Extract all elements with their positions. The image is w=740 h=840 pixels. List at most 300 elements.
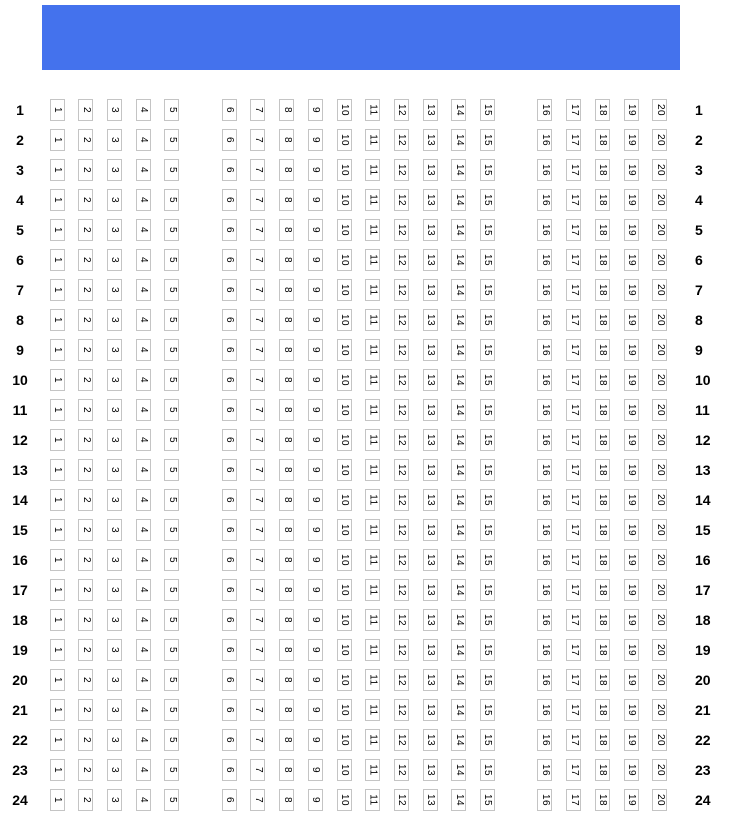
cell-number: 20 <box>654 673 666 687</box>
number-cell <box>107 339 122 361</box>
number-cell <box>423 699 438 721</box>
number-cell <box>365 609 380 631</box>
cell-number: 2 <box>80 556 92 564</box>
number-cell <box>250 99 265 121</box>
number-cell <box>222 729 237 751</box>
cell-number: 14 <box>453 733 465 747</box>
number-cell <box>164 789 179 811</box>
number-cell <box>451 249 466 271</box>
cell-number: 18 <box>597 673 609 687</box>
number-cell <box>537 699 552 721</box>
number-cell <box>50 159 65 181</box>
cell-number: 9 <box>310 196 322 204</box>
number-cell <box>537 549 552 571</box>
cell-number: 15 <box>482 493 494 507</box>
sheet-row <box>0 699 740 721</box>
cell-number: 8 <box>281 316 293 324</box>
cell-number: 17 <box>568 613 580 627</box>
cell-number: 10 <box>339 583 350 597</box>
number-cell <box>624 639 639 661</box>
cell-number: 15 <box>482 193 494 207</box>
number-cell <box>652 489 667 511</box>
cell-number: 6 <box>224 676 236 684</box>
cell-number: 2 <box>80 586 92 594</box>
number-cell <box>480 219 495 241</box>
sheet-row <box>0 369 740 391</box>
cell-number: 5 <box>166 496 178 504</box>
cell-number: 5 <box>166 706 178 714</box>
cell-number: 1 <box>52 256 63 264</box>
cell-number: 17 <box>568 463 580 477</box>
number-cell <box>365 579 380 601</box>
number-cell <box>451 279 466 301</box>
number-cell <box>566 159 581 181</box>
number-cell <box>566 459 581 481</box>
number-cell <box>652 759 667 781</box>
cell-number: 14 <box>453 133 465 147</box>
cell-number: 9 <box>310 766 322 774</box>
cell-number: 8 <box>281 766 293 774</box>
cell-number: 16 <box>539 463 551 477</box>
cell-number: 2 <box>80 376 92 384</box>
number-cell <box>451 579 466 601</box>
cell-number: 10 <box>339 163 350 177</box>
number-cell <box>107 309 122 331</box>
cell-number: 1 <box>52 226 63 234</box>
row-number-right: 1 <box>695 102 703 118</box>
cell-number: 16 <box>539 343 551 357</box>
number-cell <box>308 369 323 391</box>
number-cell <box>78 249 93 271</box>
cell-number: 11 <box>367 584 379 596</box>
cell-number: 8 <box>281 586 293 594</box>
number-cell <box>250 129 265 151</box>
number-cell <box>566 609 581 631</box>
row-number-right: 17 <box>695 582 711 598</box>
number-cell <box>595 699 610 721</box>
number-cell <box>107 549 122 571</box>
number-cell <box>394 579 409 601</box>
cell-number: 2 <box>80 136 92 144</box>
number-cell <box>566 369 581 391</box>
number-cell <box>337 519 352 541</box>
cell-number: 10 <box>339 703 350 717</box>
cell-number: 16 <box>539 283 551 297</box>
cell-number: 11 <box>367 224 379 236</box>
cell-number: 4 <box>138 436 150 444</box>
cell-number: 18 <box>597 493 609 507</box>
number-cell <box>308 699 323 721</box>
number-cell <box>624 369 639 391</box>
row-number-right: 3 <box>695 162 703 178</box>
cell-number: 16 <box>539 103 551 117</box>
number-cell <box>624 669 639 691</box>
cell-number: 6 <box>224 736 236 744</box>
number-cell <box>365 369 380 391</box>
cell-number: 10 <box>339 313 350 327</box>
cell-number: 17 <box>568 793 580 807</box>
number-cell <box>423 669 438 691</box>
cell-number: 15 <box>482 103 494 117</box>
cell-number: 11 <box>367 704 379 716</box>
cell-number: 5 <box>166 196 178 204</box>
cell-number: 9 <box>310 406 322 414</box>
cell-number: 19 <box>626 493 637 507</box>
number-cell <box>222 429 237 451</box>
number-cell <box>595 489 610 511</box>
number-cell <box>566 549 581 571</box>
number-cell <box>566 129 581 151</box>
number-cell <box>480 429 495 451</box>
number-cell <box>451 549 466 571</box>
cell-number: 9 <box>310 496 322 504</box>
number-cell <box>337 549 352 571</box>
number-cell <box>537 429 552 451</box>
sheet-row <box>0 579 740 601</box>
number-cell <box>164 519 179 541</box>
cell-number: 11 <box>367 104 379 116</box>
number-cell <box>394 699 409 721</box>
cell-number: 3 <box>109 646 121 654</box>
number-cell <box>250 699 265 721</box>
row-number-left: 4 <box>16 192 24 208</box>
number-cell <box>164 399 179 421</box>
cell-number: 3 <box>109 496 121 504</box>
row-number-right: 4 <box>695 192 703 208</box>
cell-number: 11 <box>367 194 379 206</box>
number-cell <box>337 339 352 361</box>
cell-number: 8 <box>281 556 293 564</box>
cell-number: 3 <box>109 136 121 144</box>
number-cell <box>50 429 65 451</box>
cell-number: 15 <box>482 733 494 747</box>
number-cell <box>136 759 151 781</box>
cell-number: 11 <box>367 134 379 146</box>
number-cell <box>480 369 495 391</box>
number-cell <box>624 699 639 721</box>
cell-number: 12 <box>396 343 408 357</box>
cell-number: 9 <box>310 166 322 174</box>
cell-number: 19 <box>626 103 637 117</box>
number-cell <box>222 129 237 151</box>
cell-number: 16 <box>539 793 551 807</box>
cell-number: 4 <box>138 796 150 804</box>
cell-number: 17 <box>568 283 580 297</box>
number-cell <box>595 729 610 751</box>
number-cell <box>250 189 265 211</box>
cell-number: 4 <box>138 616 150 624</box>
cell-number: 2 <box>80 736 92 744</box>
number-cell <box>107 459 122 481</box>
number-cell <box>624 189 639 211</box>
number-cell <box>78 579 93 601</box>
number-cell <box>652 429 667 451</box>
cell-number: 20 <box>654 313 666 327</box>
number-cell <box>537 129 552 151</box>
cell-number: 3 <box>109 736 121 744</box>
cell-number: 7 <box>252 376 264 384</box>
cell-number: 10 <box>339 193 350 207</box>
number-cell <box>480 609 495 631</box>
cell-number: 11 <box>367 464 379 476</box>
number-cell <box>107 699 122 721</box>
number-cell <box>652 99 667 121</box>
number-cell <box>537 99 552 121</box>
row-number-left: 9 <box>16 342 24 358</box>
cell-number: 1 <box>52 766 63 774</box>
number-cell <box>566 279 581 301</box>
cell-number: 19 <box>626 703 637 717</box>
number-cell <box>537 609 552 631</box>
number-cell <box>164 729 179 751</box>
number-cell <box>50 729 65 751</box>
cell-number: 1 <box>52 376 63 384</box>
cell-number: 2 <box>80 346 92 354</box>
number-cell <box>451 699 466 721</box>
cell-number: 18 <box>597 643 609 657</box>
cell-number: 1 <box>52 166 63 174</box>
number-cell <box>566 219 581 241</box>
cell-number: 15 <box>482 703 494 717</box>
number-cell <box>136 549 151 571</box>
cell-number: 19 <box>626 133 637 147</box>
number-cell <box>566 669 581 691</box>
number-cell <box>279 519 294 541</box>
cell-number: 8 <box>281 136 293 144</box>
number-cell <box>595 369 610 391</box>
cell-number: 1 <box>52 526 63 534</box>
number-cell <box>50 399 65 421</box>
number-cell <box>566 339 581 361</box>
number-cell <box>365 759 380 781</box>
number-cell <box>595 519 610 541</box>
cell-number: 7 <box>252 196 264 204</box>
cell-number: 6 <box>224 496 236 504</box>
number-cell <box>451 189 466 211</box>
cell-number: 1 <box>52 556 63 564</box>
cell-number: 4 <box>138 706 150 714</box>
cell-number: 12 <box>396 163 408 177</box>
number-cell <box>136 159 151 181</box>
cell-number: 20 <box>654 643 666 657</box>
cell-number: 20 <box>654 403 666 417</box>
cell-number: 5 <box>166 466 178 474</box>
number-cell <box>107 159 122 181</box>
cell-number: 1 <box>52 136 63 144</box>
number-cell <box>595 219 610 241</box>
number-cell <box>222 549 237 571</box>
cell-number: 10 <box>339 223 350 237</box>
cell-number: 18 <box>597 163 609 177</box>
cell-number: 11 <box>367 524 379 536</box>
cell-number: 1 <box>52 676 63 684</box>
cell-number: 1 <box>52 286 63 294</box>
cell-number: 13 <box>425 133 437 147</box>
cell-number: 20 <box>654 103 666 117</box>
number-cell <box>222 249 237 271</box>
number-cell <box>652 639 667 661</box>
cell-number: 6 <box>224 436 236 444</box>
cell-number: 8 <box>281 616 293 624</box>
number-cell <box>451 399 466 421</box>
cell-number: 4 <box>138 646 150 654</box>
number-cell <box>537 759 552 781</box>
cell-number: 17 <box>568 583 580 597</box>
number-cell <box>652 189 667 211</box>
cell-number: 12 <box>396 193 408 207</box>
number-cell <box>250 459 265 481</box>
number-cell <box>50 99 65 121</box>
row-number-left: 20 <box>12 672 28 688</box>
number-cell <box>250 429 265 451</box>
cell-number: 20 <box>654 793 666 807</box>
cell-number: 6 <box>224 166 236 174</box>
number-cell <box>222 759 237 781</box>
row-number-right: 9 <box>695 342 703 358</box>
number-cell <box>50 279 65 301</box>
number-cell <box>423 279 438 301</box>
number-cell <box>365 279 380 301</box>
cell-number: 20 <box>654 703 666 717</box>
cell-number: 9 <box>310 226 322 234</box>
number-cell <box>624 579 639 601</box>
number-cell <box>451 429 466 451</box>
number-cell <box>337 759 352 781</box>
number-cell <box>451 639 466 661</box>
cell-number: 17 <box>568 643 580 657</box>
number-cell <box>423 189 438 211</box>
cell-number: 15 <box>482 643 494 657</box>
number-cell <box>480 459 495 481</box>
sheet-row <box>0 639 740 661</box>
sheet-row <box>0 489 740 511</box>
cell-number: 19 <box>626 223 637 237</box>
number-cell <box>423 729 438 751</box>
number-cell <box>595 669 610 691</box>
number-cell <box>50 699 65 721</box>
number-cell <box>480 279 495 301</box>
cell-number: 14 <box>453 313 465 327</box>
cell-number: 7 <box>252 766 264 774</box>
number-cell <box>250 279 265 301</box>
cell-number: 3 <box>109 376 121 384</box>
cell-number: 5 <box>166 376 178 384</box>
number-cell <box>222 219 237 241</box>
cell-number: 2 <box>80 316 92 324</box>
number-cell <box>308 339 323 361</box>
cell-number: 10 <box>339 643 350 657</box>
cell-number: 18 <box>597 433 609 447</box>
number-cell <box>624 759 639 781</box>
number-cell <box>164 549 179 571</box>
row-number-left: 14 <box>12 492 28 508</box>
cell-number: 7 <box>252 736 264 744</box>
cell-number: 20 <box>654 433 666 447</box>
cell-number: 2 <box>80 106 92 114</box>
cell-number: 19 <box>626 523 637 537</box>
number-cell <box>537 309 552 331</box>
number-cell <box>423 399 438 421</box>
cell-number: 17 <box>568 523 580 537</box>
cell-number: 4 <box>138 496 150 504</box>
number-cell <box>423 459 438 481</box>
cell-number: 15 <box>482 433 494 447</box>
cell-number: 16 <box>539 643 551 657</box>
number-cell <box>164 429 179 451</box>
cell-number: 15 <box>482 343 494 357</box>
number-cell <box>337 279 352 301</box>
cell-number: 18 <box>597 403 609 417</box>
cell-number: 15 <box>482 673 494 687</box>
cell-number: 16 <box>539 553 551 567</box>
cell-number: 18 <box>597 283 609 297</box>
cell-number: 7 <box>252 496 264 504</box>
number-cell <box>222 699 237 721</box>
number-cell <box>136 699 151 721</box>
number-cell <box>365 789 380 811</box>
cell-number: 7 <box>252 586 264 594</box>
number-cell <box>394 519 409 541</box>
sheet-row <box>0 459 740 481</box>
cell-number: 20 <box>654 613 666 627</box>
number-cell <box>279 369 294 391</box>
number-cell <box>537 519 552 541</box>
number-cell <box>595 249 610 271</box>
cell-number: 20 <box>654 763 666 777</box>
number-cell <box>107 429 122 451</box>
number-cell <box>107 279 122 301</box>
row-number-left: 23 <box>12 762 28 778</box>
number-cell <box>337 459 352 481</box>
number-cell <box>451 609 466 631</box>
number-cell <box>480 729 495 751</box>
number-cell <box>652 279 667 301</box>
cell-number: 19 <box>626 313 637 327</box>
cell-number: 15 <box>482 313 494 327</box>
cell-number: 5 <box>166 226 178 234</box>
number-cell <box>624 99 639 121</box>
cell-number: 9 <box>310 286 322 294</box>
cell-number: 4 <box>138 406 150 414</box>
number-cell <box>308 429 323 451</box>
number-cell <box>423 759 438 781</box>
cell-number: 7 <box>252 166 264 174</box>
number-cell <box>164 459 179 481</box>
number-cell <box>222 279 237 301</box>
number-cell <box>136 429 151 451</box>
cell-number: 4 <box>138 526 150 534</box>
number-cell <box>337 489 352 511</box>
number-cell <box>394 639 409 661</box>
number-cell <box>222 609 237 631</box>
cell-number: 1 <box>52 496 63 504</box>
cell-number: 6 <box>224 616 236 624</box>
row-number-left: 6 <box>16 252 24 268</box>
number-cell <box>250 249 265 271</box>
row-number-left: 22 <box>12 732 28 748</box>
cell-number: 2 <box>80 496 92 504</box>
number-cell <box>250 789 265 811</box>
number-cell <box>164 129 179 151</box>
cell-number: 3 <box>109 706 121 714</box>
cell-number: 2 <box>80 796 92 804</box>
row-number-left: 12 <box>12 432 28 448</box>
cell-number: 6 <box>224 376 236 384</box>
number-cell <box>250 339 265 361</box>
number-cell <box>394 279 409 301</box>
number-cell <box>480 549 495 571</box>
number-cell <box>537 639 552 661</box>
